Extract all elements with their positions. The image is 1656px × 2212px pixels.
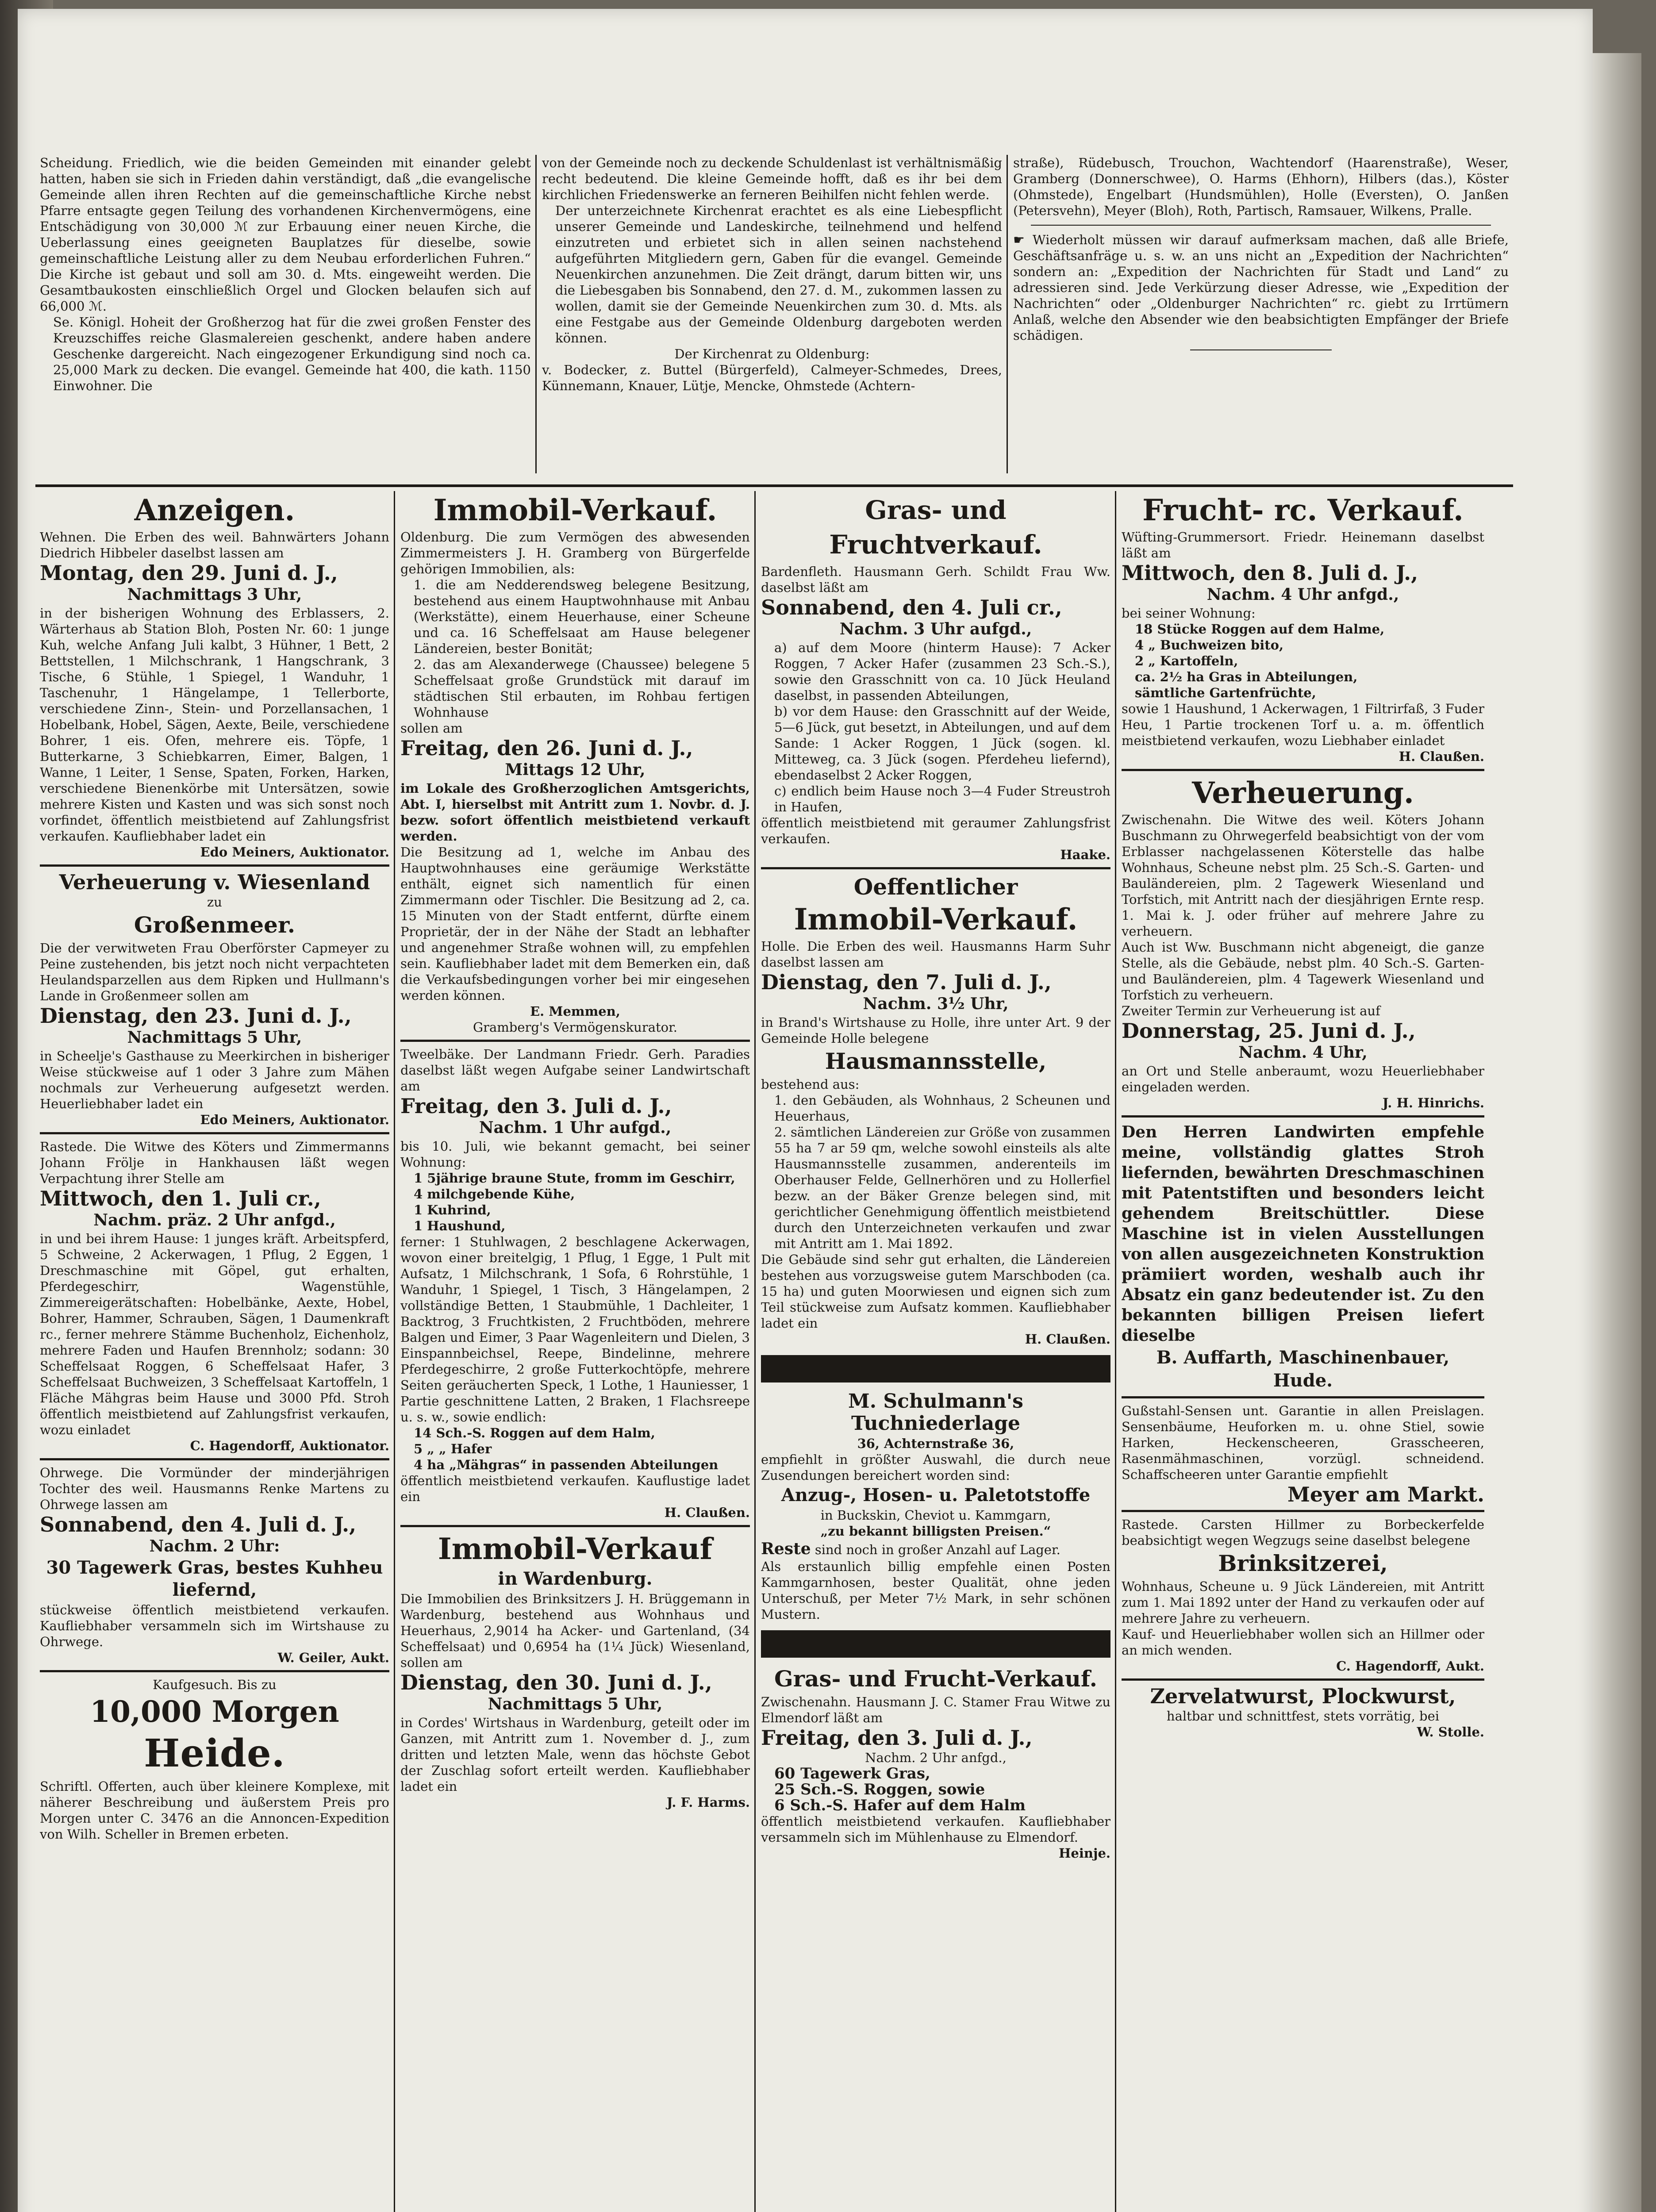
ad-date: Donnerstag, 25. Juni d. J., [1122, 1019, 1416, 1043]
ad-time: Nachm. 4 Uhr anfgd., [1206, 585, 1399, 604]
ad-text: Schriftl. Offerten, auch über kleinere Komplexe, mit näherer Beschreibung und äußerstem Preis pro Morgen unter C. 3476 an die Annoncen-Expedition von Wilh. Scheller in Bremen erbeten. [40, 1779, 389, 1842]
ad-list-item: 60 Tagewerk Gras, [774, 1765, 930, 1782]
ad-date: Sonnabend, den 4. Juli d. J., [40, 1513, 357, 1536]
ad-text: haltbar und schnittfest, stets vorrätig, bei [1166, 1709, 1440, 1724]
ad-title: Verheuerung. [1192, 776, 1414, 810]
article-text: Scheidung. Friedlich, wie die beiden Gemeinden mit einander gelebt hatten, haben sie sich in Frieden dahin verständigt, daß „die evangelische Gemeinde allen ihren Rechten auf die gemeinschaftliche Kirche nebst Pfarre entsagte gegen Teilung des vorhandenen Kirchenvermögens, eine Entschädigung von 30,000 ℳ zur Erbauung einer neuen Kirche, die Ueberlassung eines geeigneten Bauplatzes für dieselbe, sowie gemeinschaftliche Leistung aller zu dem Neubau erforderlichen Fuhren.“ Die Kirche ist gebaut und soll am 30. d. Mts. eingeweiht werden. Die Gesamtbaukosten einschließlich Orgel und Glocken belaufen sich auf 66,000 ℳ. [40, 155, 531, 314]
ad-signature: W. Geiler, Aukt. [277, 1650, 389, 1665]
ad-text: in und bei ihrem Hause: 1 junges kräft. Arbeitspferd, 5 Schweine, 2 Ackerwagen, 1 Pflug, 2 Eggen, 1 Dreschmaschine mit Göpel, gut erhalten, Pferdegeschirr, Wagenstühle, Zimmereigerätschaften: Hobelbänke, Aexte, Hobel, Bohrer, Hammer, Schrauben, Sägen, 1 Daumenkraft rc., ferner mehrere Stämme Buchenholz, Eichenholz, mehrere Faden und Haufen Brennholz; sodann: 30 Scheffelsaat Roggen, 6 Scheffelsaat Hafer, 3 Scheffelsaat Buchweizen, 3 Scheffelsaat Kartoffeln, 1 Fläche Mähgras beim Hause und 3000 Pfd. Stroh öffentlich meistbietend auf Zahlungsfrist verkaufen, wozu einladet [40, 1231, 389, 1437]
signature: Der Kirchenrat zu Oldenburg: [674, 346, 870, 361]
ad-list-item: a) auf dem Moore (hinterm Hause): 7 Acker Roggen, 7 Acker Hafer (zusammen 23 Sch.-S.), sowie den Grasschnitt von ca. 10 Jück Heuland daselbst, in passenden Abteilungen, [774, 640, 1110, 703]
ad-signature: Meyer am Markt. [1287, 1482, 1484, 1506]
ad-signature: J. F. Harms. [666, 1795, 750, 1810]
top-column-2 [542, 155, 1002, 465]
ad-text: öffentlich meistbietend verkaufen. Kauflustige ladet ein [400, 1473, 750, 1504]
ad-list-item: 25 Sch.-S. Roggen, sowie [774, 1781, 985, 1798]
ad-date: Mittwoch, den 8. Juli d. J., [1122, 561, 1418, 585]
ad-big-text: Brinksitzerei, [1218, 1550, 1388, 1576]
divider [1190, 349, 1332, 350]
column-divider [535, 155, 537, 473]
column-divider [1007, 155, 1008, 473]
ad-text: bei seiner Wohnung: [1122, 606, 1256, 621]
ad-list-item: 2. sämtlichen Ländereien zur Größe von zusammen 55 ha 7 ar 59 qm, welche sowohl einsteils als alte Hausmannsstelle zusammen, anderenteils im Oberhauser Felde, Gellnerhören und zu Hollerfiel bezw. an der Bäker Grenze belegen sind, mit gerichtlicher Genehmigung öffentlich meistbietend durch den Unterzeichneten verkaufen und zwar mit Antritt am 1. Mai 1892. [774, 1125, 1110, 1251]
ad-list-item: 4 ha „Mähgras“ in passenden Abteilungen [414, 1457, 718, 1472]
ad-highlight: Reste [761, 1540, 811, 1558]
ad-list-item: 18 Stücke Roggen auf dem Halme, [1135, 622, 1385, 637]
ad-text: Die Gebäude sind sehr gut erhalten, die Ländereien bestehen aus vorzugsweise gutem Marschboden (ca. 15 ha) und guten Moorwiesen und eignen sich zum Teil stückweise zum Aufsatz kommen. Kaufliebhaber ladet ein [761, 1252, 1110, 1331]
ad-date: Dienstag, den 30. Juni d. J., [400, 1671, 712, 1694]
ad-signature: E. Memmen, [530, 1004, 620, 1019]
ad-text: Reste sind noch in großer Anzahl auf Lager. [761, 1540, 1060, 1558]
column-divider [394, 491, 395, 2212]
ad-time: Nachm. 1 Uhr aufgd., [479, 1118, 672, 1137]
ad-text: Rastede. Carsten Hillmer zu Borbeckerfelde beabsichtigt wegen Wegzugs seine daselbst belegene [1122, 1517, 1484, 1548]
ad-signature: Heinje. [1059, 1846, 1110, 1861]
ad-list-item: 6 Sch.-S. Hafer auf dem Halm [774, 1797, 1026, 1814]
ad-text: Holle. Die Erben des weil. Hausmanns Harm Suhr daselbst lassen am [761, 939, 1110, 970]
section-rule [35, 484, 1513, 487]
ad-time: Nachm. 4 Uhr, [1238, 1043, 1368, 1062]
article-text: v. Bodecker, z. Buttel (Bürgerfeld), Calmeyer-Schmedes, Drees, Künnemann, Knauer, Lütje, Mencke, Ohmstede (Achtern- [542, 362, 1002, 393]
ad-list-item: 1 Kuhrind, [414, 1202, 491, 1217]
ad-time: Nachm. 2 Uhr anfgd., [865, 1750, 1007, 1765]
ad-list-item: 1 5jährige braune Stute, fromm im Geschirr, [414, 1171, 735, 1186]
page-edge [1593, 53, 1641, 2212]
ad-date: Montag, den 29. Juni d. J., [40, 561, 338, 585]
ad-text: Wehnen. Die Erben des weil. Bahnwärters Johann Diedrich Hibbeler daselbst lassen am [40, 530, 389, 561]
ad-signature: C. Hagendorff, Auktionator. [190, 1438, 389, 1453]
ad-text: ferner: 1 Stuhlwagen, 2 beschlagene Ackerwagen, wovon einer breitelgig, 1 Pflug, 1 Egge, 1 Pult mit Aufsatz, 1 Milchschrank, 1 Sofa, 6 Rohrstühle, 1 Wanduhr, 1 Spiegel, 1 Tisch, 3 Hängelampen, 2 vollständige Betten, 1 Staubmühle, 1 Dachleiter, 1 Backtrog, 3 Fruchtkisten, 2 Fruchtböden, mehrere Balgen und Eimer, 3 Paar Wagenleitern und Dielen, 3 Einspannbeichsel, Reepe, Bindelinne, mehrere Pferdegeschirre, 2 große Futterkochtöpfe, mehrere Seiten geräucherten Speck, 1 Lothe, 1 Hauniesser, 1 Partie geschnittene Latten, 2 Braken, 1 Flachsreepe u. s. w., sowie endlich: [400, 1234, 750, 1425]
ad-date: Sonnabend, den 4. Juli cr., [761, 595, 1062, 619]
ad-highlight: 30 Tagewerk Gras, bestes Kuhheu liefernd, [46, 1557, 383, 1600]
ad-big-text: Heide. [144, 1731, 285, 1776]
ad-list-item: 5 „ „ Hafer [414, 1441, 492, 1456]
ad-list-item: 1. den Gebäuden, als Wohnhaus, 2 Scheunen und Heuerhaus, [774, 1093, 1110, 1124]
ad-text: 36, Achternstraße 36, [857, 1436, 1014, 1451]
ad-date: Freitag, den 26. Juni d. J., [400, 736, 693, 760]
ad-text: bestehend aus: [761, 1077, 860, 1092]
ad-text: sowie 1 Haushund, 1 Ackerwagen, 1 Filtrirfaß, 3 Fuder Heu, 1 Partie trockenen Torf u. a. m. öffentlich meistbietend verkaufen, wozu Liebhaber einladet [1122, 701, 1484, 748]
ad-date: Dienstag, den 7. Juli d. J., [761, 970, 1052, 994]
ad-list-item: 4 „ Buchweizen bito, [1135, 637, 1284, 653]
ad-text: in Brand's Wirtshause zu Holle, ihre unter Art. 9 der Gemeinde Holle belegene [761, 1015, 1110, 1046]
ad-date: Mittwoch, den 1. Juli cr., [40, 1187, 321, 1210]
ad-text: 2. das am Alexanderwege (Chaussee) belegene 5 Scheffelsaat große Grundstück mit darauf im städtischen Stil erbauten, im Rohbau fertigen Wohnhause [414, 657, 750, 720]
ad-separator [1122, 1678, 1484, 1681]
ad-list-item: b) vor dem Hause: den Grasschnitt auf der Weide, 5—6 Jück, gut besetzt, in Abteilungen, und auf dem Sande: 1 Acker Roggen, 1 Jück (sogen. kl. Mitteweg, ca. 3 Jück (sogen. Pferdeheu liefernd), ebendaselbst 2 Acker Roggen, [774, 704, 1110, 783]
ad-title: M. Schulmann's Tuchniederlage [848, 1390, 1023, 1435]
ad-text: Kauf- und Heuerliebhaber wollen sich an Hillmer oder an mich wenden. [1122, 1627, 1484, 1658]
ad-text: bis 10. Juli, wie bekannt gemacht, bei seiner Wohnung: [400, 1139, 750, 1170]
notice-text: ☛ Wiederholt müssen wir darauf aufmerksam machen, daß alle Briefe, Geschäftsanfräge u. s. w. an uns nicht an „Expedition der Nachrichten“ sondern an: „Expedition der Nachrichten für Stadt und Land“ zu adressieren sind. Jede Verkürzung dieser Adresse, wie „Expedition der Nachrichten“ oder „Oldenburger Nachrichten“ rc. giebt zu Irrtümern Anlaß, welche den Absender wie den beabsichtigten Empfänger der Briefe schädigen. [1013, 232, 1509, 343]
ad-text: in der bisherigen Wohnung des Erblassers, 2. Wärterhaus ab Station Bloh, Posten Nr. 60: 1 junge Kuh, welche Anfang Juli kalbt, 3 Hühner, 1 Bett, 2 Bettstellen, 1 Milchschrank, 1 Hangschrank, 3 Tische, 6 Stühle, 1 Spiegel, 1 Wanduhr, 1 Taschenuhr, 1 Hängelampe, 1 Tellerborte, verschiedene Zinn-, Stein- und Porzellansachen, 1 Hobelbank, Hobel, Sägen, Aexte, Beile, verschiedene Bohrer, 1 eis. Ofen, mehrere eis. Töpfe, 1 Butterkarne, 3 Schiebkarren, Eimer, Balgen, 1 Wanne, 1 Leiter, 1 Sense, Spaten, Forken, Harken, verschiedene Bienenkörbe mit Untersätzen, sowie mehrere Kisten und Kasten und was sich sonst noch vorfindet, öffentlich meistbietend auf Zahlungsfrist verkaufen. Kaufliebhaber ladet ein [40, 606, 389, 844]
ad-text: Tweelbäke. Der Landmann Friedr. Gerh. Paradies daselbst läßt wegen Aufgabe seiner Landwirtschaft am [400, 1047, 750, 1094]
pointing-hand-icon: ☛ [1013, 232, 1033, 247]
ad-separator [40, 1670, 389, 1672]
ad-signature: C. Hagendorff, Aukt. [1336, 1659, 1484, 1674]
newspaper-page [18, 9, 1593, 2212]
ad-title: Oeffentlicher [853, 874, 1018, 900]
ad-signature: W. Stolle. [1417, 1724, 1484, 1740]
article-text: straße), Rüdebusch, Trouchon, Wachtendorf (Haarenstraße), Weser, Gramberg (Donnerschwee), O. Harms (Ehhorn), Hilbers (das.), Köster (Ohmstede), Engelbart (Hundsmühlen), Holle (Eversten), O. Janßen (Petersvehn), Meyer (Bloh), Roth, Partisch, Ramsauer, Wilkens, Pralle. [1013, 155, 1509, 218]
ad-text: Die Immobilien des Brinksitzers J. H. Brüggemann in Wardenburg, bestehend aus Wohnhaus und Heuerhaus, 2,9014 ha Acker- und Gartenland, (34 Scheffelsaat) und 0,6954 ha (1¼ Jück) Wiesenland, sollen am [400, 1591, 750, 1670]
ad-text: zu [207, 895, 222, 910]
ad-text: Gußstahl-Sensen unt. Garantie in allen Preislagen. Sensenbäume, Heuforken m. u. ohne Stiel, sowie Harken, Heckenscheeren, Grasscheeren, Rasenmähmaschinen, vorzügl. schneidend. Schaffscheeren unter Garantie empfiehlt [1122, 1403, 1484, 1482]
ad-signature: Hude. [1273, 1370, 1333, 1391]
ad-title: Frucht- rc. Verkauf. [1142, 493, 1464, 527]
ad-text: im Lokale des Großherzoglichen Amtsgerichts, Abt. I, hierselbst mit Antritt zum 1. Novbr. d. J. bezw. sofort öffentlich meistbietend verkauft werden. [400, 781, 750, 844]
article-text: von der Gemeinde noch zu deckende Schuldenlast ist verhältnismäßig recht bedeutend. Die kleine Gemeinde hofft, daß es ihr bei dem kirchlichen Friedenswerke an ferneren Beihilfen nicht fehlen werde. [542, 155, 1002, 202]
ad-text: 1. die am Nedderendsweg belegene Besitzung, bestehend aus einem Hauptwohnhause mit Anbau (Werkstätte), einem Heuerhause, einer Scheune und ca. 16 Scheffelsaat am Hause belegener Ländereien, bester Bonität; [414, 577, 750, 656]
ad-time: Nachm. 2 Uhr: [149, 1537, 280, 1555]
ad-text: „zu bekannt billigsten Preisen.“ [820, 1524, 1051, 1539]
ad-time: Nachmittags 3 Uhr, [127, 585, 302, 604]
ad-big-text: 10,000 Morgen [90, 1694, 339, 1729]
ads-column-4 [1122, 491, 1484, 2212]
ad-list-item: ca. 2½ ha Gras in Abteilungen, [1135, 669, 1358, 684]
ad-text: Als erstaunlich billig empfehle einen Posten Kammgarnhosen, bester Qualität, ohne jeden Unterschuß, per Meter 7½ Mark, in sehr schönen Mustern. [761, 1559, 1110, 1622]
ad-text: öffentlich meistbietend mit geraumer Zahlungsfrist verkaufen. [761, 815, 1110, 846]
ad-signature: Edo Meiners, Auktionator. [200, 845, 389, 860]
article-text: Der unterzeichnete Kirchenrat erachtet es als eine Liebespflicht unserer Gemeinde und Landeskirche, teilnehmend und helfend einzutreten und erbietet sich in allen seinen nachstehend aufgeführten Mitgliedern gern, Gaben für die evangel. Gemeinde Neuenkirchen anzunehmen. Die Zeit drängt, darum bitten wir, uns die Liebesgaben bis Sonnabend, den 27. d. M., zukommen lassen zu wollen, damit sie der Gemeinde Neuenkirchen zum 30. d. Mts. als eine Festgabe aus der Gemeinde Oldenburg dargeboten werden können. [555, 203, 1002, 346]
top-column-3 [1013, 155, 1509, 465]
ad-signature: B. Auffarth, Maschinenbauer, [1156, 1347, 1450, 1368]
ad-text: in Cordes' Wirtshaus in Wardenburg, geteilt oder im Ganzen, mit Antritt zum 1. November d. J., zum dritten und letzten Male, wenn das höchste Gebot der Zuschlag sofort erteilt werden. Kaufliebhaber ladet ein [400, 1715, 750, 1794]
ad-separator [1122, 1510, 1484, 1512]
ad-title: Gras- und Fruchtverkauf. [829, 495, 1042, 560]
article-text: Se. Königl. Hoheit der Großherzog hat für die zwei großen Fenster des Kreuzschiffes reiche Glasmalereien geschenkt, andere haben andere Geschenke dargereicht. Nach eingezogener Erkundigung sind noch ca. 25,000 Mark zu decken. Die evangel. Gemeinde hat 400, die kath. 1150 Einwohner. Die [53, 315, 531, 393]
ad-title: Zervelatwurst, Plockwurst, [1150, 1684, 1456, 1708]
divider [1031, 225, 1491, 226]
ad-date: Freitag, den 3. Juli d. J., [400, 1094, 672, 1118]
ad-list-item: sämtliche Gartenfrüchte, [1135, 685, 1316, 700]
ad-time: Nachmittags 5 Uhr, [127, 1028, 302, 1047]
ad-date: Freitag, den 3. Juli d. J., [761, 1726, 1033, 1750]
ads-column-2 [400, 491, 750, 2212]
ad-text: Ohrwege. Die Vormünder der minderjährigen Tochter des weil. Hausmanns Renke Martens zu Ohrwege lassen am [40, 1465, 389, 1512]
ad-separator [1122, 1115, 1484, 1118]
ad-subtitle: in Wardenburg. [498, 1568, 653, 1589]
ad-title: Großenmeer. [134, 912, 296, 938]
ad-separator [40, 1132, 389, 1134]
ad-time: Nachm. 3 Uhr aufgd., [839, 620, 1032, 638]
ad-text: Den Herren Landwirten empfehle meine, vollständig glattes Stroh liefernden, bewährten Dreschmaschinen mit Patentstiften und besonders leicht gehendem Breitschüttler. Diese Maschine ist in vielen Ausstellungen von allen ausgezeichneten Konstruktion prämiiert worden, weshalb auch ihr Absatz ein ganz bedeutender ist. Zu den bekannten billigen Preisen liefert dieselbe [1122, 1123, 1484, 1345]
ad-text: in Scheelje's Gasthause zu Meerkirchen in bisheriger Weise stückweise auf 1 oder 3 Jahre zum Mähen nochmals zur Verheuerung aufgesetzt werden. Heuerliebhaber ladet ein [40, 1048, 389, 1111]
ad-separator [1122, 769, 1484, 771]
ad-date: Dienstag, den 23. Juni d. J., [40, 1004, 352, 1028]
ad-text: Kaufgesuch. Bis zu [153, 1677, 277, 1692]
ad-list-item: 2 „ Kartoffeln, [1135, 653, 1238, 668]
ad-text: Die Besitzung ad 1, welche im Anbau des Hauptwohnhauses eine geräumige Werkstätte enthält, eignet sich namentlich für einen Zimmermann oder Tischler. Die Besitzung ad 2, ca. 15 Minuten von der Stadt entfernt, dürfte einem Proprietär, der in der Nähe der Stadt an lebhafter und angenehmer Straße wohnen will, zu empfehlen sein. Kaufliebhaber ladet mit dem Bemerken ein, daß die Verkaufsbedingungen vorher bei mir eingesehen werden können. [400, 845, 750, 1003]
ad-signature: Edo Meiners, Auktionator. [200, 1112, 389, 1127]
ad-title: Immobil-Verkauf. [794, 902, 1078, 937]
ad-signature: Gramberg's Vermögenskurator. [473, 1020, 677, 1035]
ad-big-text: Hausmannsstelle, [825, 1048, 1047, 1074]
ad-list-item: 1 Haushund, [414, 1218, 506, 1233]
ad-text: Oldenburg. Die zum Vermögen des abwesenden Zimmermeisters J. H. Gramberg von Bürgerfelde gehörigen Immobilien, als: [400, 530, 750, 576]
ad-time: Nachm. präz. 2 Uhr anfgd., [93, 1211, 336, 1229]
ad-time: Mittags 12 Uhr, [505, 760, 645, 779]
ad-text: in Buckskin, Cheviot u. Kammgarn, [820, 1508, 1051, 1523]
ad-separator [400, 1040, 750, 1042]
black-bar [761, 1355, 1110, 1382]
ad-text: empfiehlt in größter Auswahl, die durch neue Zusendungen bereichert worden sind: [761, 1452, 1110, 1483]
ads-column-3 [761, 491, 1110, 2212]
ad-text: Bardenfleth. Hausmann Gerh. Schildt Frau Ww. daselbst läßt am [761, 564, 1110, 595]
ad-separator [40, 864, 389, 867]
ad-separator [400, 1525, 750, 1527]
ad-separator [1122, 1396, 1484, 1398]
ad-signature: J. H. Hinrichs. [1382, 1095, 1484, 1110]
ad-text: Wohnhaus, Scheune u. 9 Jück Ländereien, mit Antritt zum 1. Mai 1892 unter der Hand zu verkaufen oder auf mehrere Jahre zu verheuern. [1122, 1579, 1484, 1626]
ad-time: Nachm. 3½ Uhr, [863, 995, 1009, 1013]
ads-column-1 [40, 491, 389, 2212]
ad-text: Rastede. Die Witwe des Köters und Zimmermanns Johann Frölje in Hankhausen läßt wegen Verpachtung ihrer Stelle am [40, 1139, 389, 1186]
ad-list-item: c) endlich beim Hause noch 3—4 Fuder Streustroh in Haufen, [774, 783, 1110, 814]
ad-text: stückweise öffentlich meistbietend verkaufen. Kaufliebhaber versammeln sich im Wirtshause zu Ohrwege. [40, 1602, 389, 1649]
ad-signature: H. Claußen. [1399, 749, 1484, 764]
ad-text: Die der verwitweten Frau Oberförster Capmeyer zu Peine zustehenden, bis jetzt noch nicht verpachteten Heulandsparzellen aus dem Ripken und Hullmann's Lande in Großenmeer sollen am [40, 941, 389, 1003]
ad-time: Nachmittags 5 Uhr, [488, 1695, 663, 1713]
ad-title: Verheuerung v. Wiesenland [59, 870, 370, 894]
ad-text: Zweiter Termin zur Verheuerung ist auf [1122, 1003, 1380, 1018]
ad-big-text: Anzug-, Hosen- u. Paletotstoffe [781, 1485, 1091, 1505]
ad-text: an Ort und Stelle anberaumt, wozu Heuerliebhaber eingeladen werden. [1122, 1064, 1484, 1094]
ad-text: Zwischenahn. Die Witwe des weil. Köters Johann Buschmann zu Ohrwegerfeld beabsichtigt von der vom Erblasser nachgelassenen Köterstelle das halbe Wohnhaus, Scheune nebst plm. 25 Sch.-S. Garten- und Bauländereien, plm. 2 Tagewerk Wiesenland und Torfstich, mit Antritt nach der diesjährigen Ernte resp. 1. Mai k. J. oder früher auf mehrere Jahre zu verheuern. [1122, 812, 1484, 939]
ad-text: Auch ist Ww. Buschmann nicht abgeneigt, die ganze Stelle, als die Gebäude, nebst plm. 40 Sch.-S. Garten- und Bauländereien, plm. 4 Tagewerk Wiesenland und Torfstich zu verheuern. [1122, 940, 1484, 1002]
black-bar [761, 1630, 1110, 1658]
ad-text: öffentlich meistbietend verkaufen. Kaufliebhaber versammeln sich im Mühlenhause zu Elmendorf. [761, 1814, 1110, 1845]
ad-separator [40, 1458, 389, 1460]
ad-signature: H. Claußen. [664, 1505, 750, 1520]
ad-list-item: 14 Sch.-S. Roggen auf dem Halm, [414, 1425, 655, 1440]
top-column-1 [40, 155, 531, 465]
column-divider [754, 491, 756, 2212]
ad-title: Gras- und Frucht-Verkauf. [774, 1666, 1098, 1692]
ad-list-item: 4 milchgebende Kühe, [414, 1187, 575, 1202]
column-divider [1115, 491, 1116, 2212]
ad-text: Wüfting-Grummersort. Friedr. Heinemann daselbst läßt am [1122, 530, 1484, 561]
section-title: Anzeigen. [134, 493, 295, 527]
ad-title: Immobil-Verkauf [438, 1532, 713, 1566]
ad-signature: Haake. [1060, 847, 1110, 862]
ad-signature: H. Claußen. [1025, 1332, 1110, 1347]
ad-text: Zwischenahn. Hausmann J. C. Stamer Frau Witwe zu Elmendorf läßt am [761, 1694, 1110, 1725]
ad-title: Immobil-Verkauf. [433, 493, 717, 527]
ad-separator [761, 867, 1110, 869]
ad-text: sollen am [400, 721, 463, 736]
